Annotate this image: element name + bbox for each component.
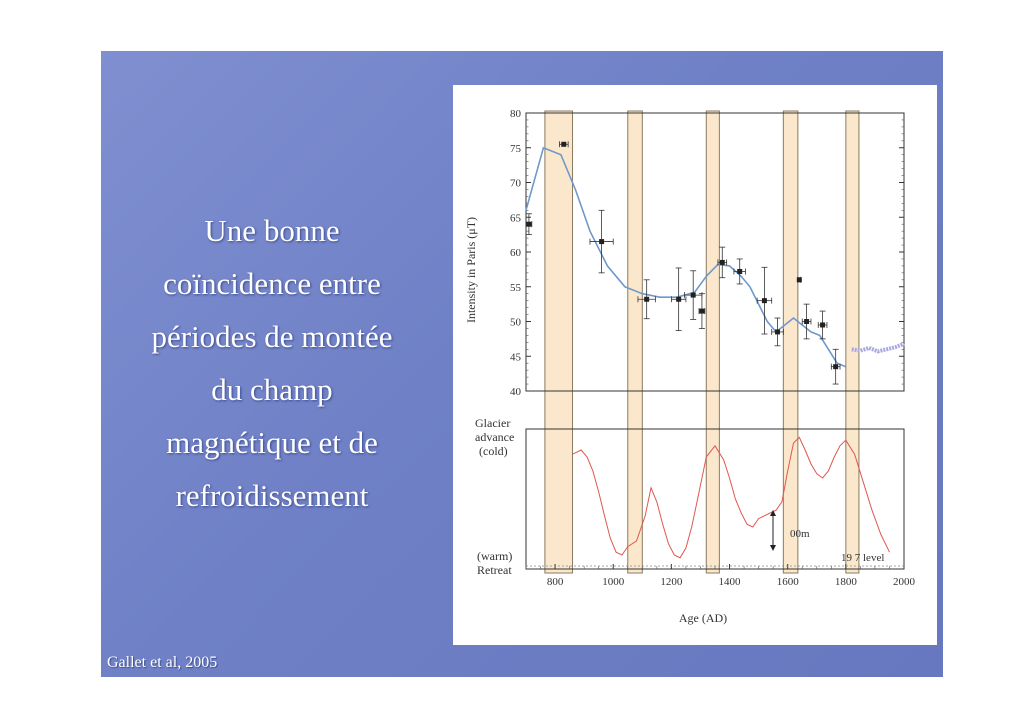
citation: Gallet et al, 2005 <box>107 654 218 671</box>
scale-arrow-head <box>770 545 776 551</box>
headline-line: Une bonne <box>204 213 340 248</box>
data-point <box>720 260 725 265</box>
y-tick-label: 75 <box>510 142 521 155</box>
y-tick-label: 40 <box>510 386 521 398</box>
slide-headline <box>101 204 443 522</box>
headline-line: refroidissement <box>175 478 369 513</box>
x-tick-label: 1200 <box>660 576 683 588</box>
x-tick-label: 800 <box>546 576 564 588</box>
y-tick-label: 65 <box>510 212 521 225</box>
figure-panel <box>453 85 937 645</box>
cold-period-band <box>783 111 798 573</box>
scale-bar-label: 00m <box>790 528 810 540</box>
cold-period-band <box>846 111 859 573</box>
cold-period-band <box>706 111 719 573</box>
cold-period-band <box>628 111 643 573</box>
headline-line: du champ <box>211 372 333 407</box>
data-point <box>737 269 742 274</box>
data-point <box>644 297 649 302</box>
y-tick-label: 55 <box>510 281 521 294</box>
headline-line: magnétique et de <box>166 425 378 460</box>
modern-intensity-curve <box>852 344 904 352</box>
glacier-label-line: Glacier <box>475 416 511 430</box>
data-point <box>599 239 604 244</box>
x-tick-label: 1600 <box>776 576 799 588</box>
x-tick-label: 1400 <box>718 576 741 588</box>
retreat-label-line: (warm) <box>477 549 513 563</box>
x-tick-label: 1800 <box>834 576 857 588</box>
glacier-curve <box>573 437 890 557</box>
y-tick-label: 60 <box>510 247 521 259</box>
data-point <box>775 329 780 334</box>
x-tick-label: 2000 <box>893 576 915 588</box>
data-point <box>691 293 696 298</box>
y-tick-label: 45 <box>510 351 521 364</box>
slide <box>101 51 943 677</box>
data-point <box>526 222 531 227</box>
x-tick-label: 1000 <box>602 576 625 588</box>
y-tick-label: 70 <box>510 177 521 190</box>
headline-line: coïncidence entre <box>163 266 381 301</box>
data-point <box>833 364 838 369</box>
headline-line: périodes de montée <box>151 319 393 354</box>
data-point <box>676 297 681 302</box>
y-tick-label: 50 <box>510 316 521 329</box>
glacier-label-line: (cold) <box>479 444 508 458</box>
data-point <box>699 309 704 314</box>
y-tick-label: 80 <box>510 108 521 120</box>
cold-period-bands <box>545 111 859 573</box>
x-axis-label: Age (AD) <box>678 611 728 625</box>
data-point <box>797 277 802 282</box>
glacier-label-line: advance <box>475 430 515 444</box>
retreat-label-line: Retreat <box>477 563 512 577</box>
data-point <box>762 298 767 303</box>
cold-period-band <box>545 111 573 573</box>
data-point <box>820 322 825 327</box>
intensity-axis-label: Intensity in Paris (μT) <box>464 216 478 324</box>
data-point <box>561 142 566 147</box>
data-point <box>804 319 809 324</box>
reference-level-label: 19 7 level <box>841 552 885 564</box>
intensity-glacier-chart <box>453 85 937 645</box>
